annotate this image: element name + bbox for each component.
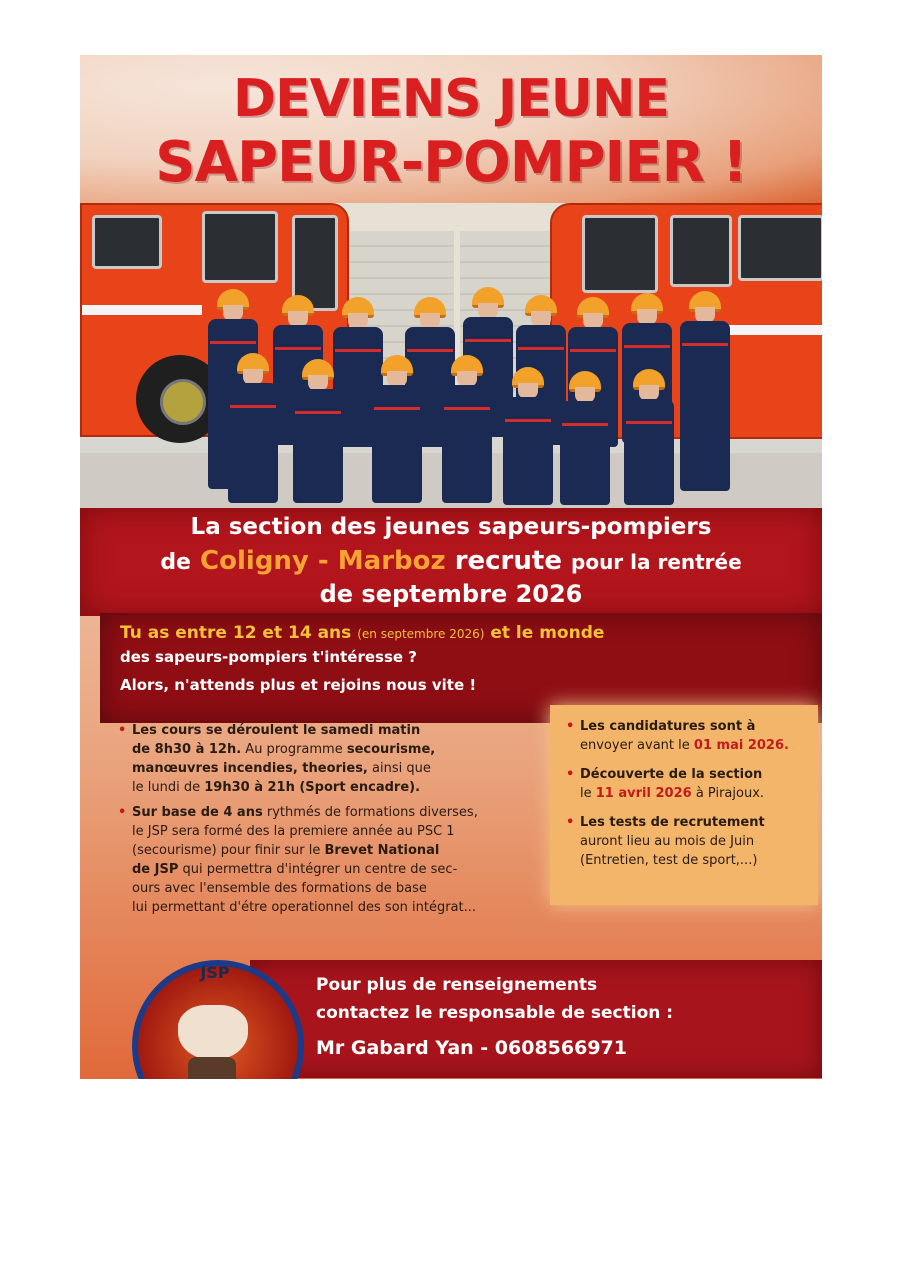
truck-window xyxy=(202,211,278,283)
section-name: Coligny - Marboz xyxy=(200,546,446,576)
truck-window xyxy=(582,215,658,293)
cadet xyxy=(372,355,422,511)
contact-phone: Mr Gabard Yan - 0608566971 xyxy=(316,1037,627,1059)
group-photo xyxy=(80,203,822,511)
bullet-deadline: • Les candidatures sont à envoyer avant le 01 mai 2026. xyxy=(566,717,820,755)
subtitle-line3: de septembre 2026 xyxy=(319,580,583,608)
subtitle-line1: La section des jeunes sapeurs-pompiers xyxy=(190,514,712,540)
cadet xyxy=(293,359,343,511)
age-line3: Alors, n'attends plus et rejoins nous vite ! xyxy=(120,676,477,694)
mascot-head xyxy=(178,1005,248,1060)
title-banner xyxy=(80,55,822,207)
jsp-logo-text: JSP xyxy=(200,963,230,982)
cadet xyxy=(503,367,553,511)
subtitle-banner xyxy=(80,508,822,616)
cadet xyxy=(442,355,492,511)
age-line2: des sapeurs-pompiers t'intéresse ? xyxy=(120,648,417,666)
bullet-schedule: • Les cours se déroulent le samedi matin de 8h30 à 12h. Au programme secourisme, manœuvres incendies, theories, ainsi que le lundi de 19h30 à 21h (Sport encadre). xyxy=(118,721,548,797)
program-details xyxy=(118,721,548,923)
key-dates xyxy=(566,717,820,880)
truck-window xyxy=(670,215,732,287)
poster-title-line1: DEVIENS JEUNE xyxy=(232,69,669,129)
contact-line2: contactez le responsable de section : xyxy=(316,1003,674,1023)
recruitment-poster xyxy=(80,55,822,1079)
cadet xyxy=(560,371,610,511)
cadet xyxy=(624,369,674,511)
subtitle-line2: de Coligny - Marboz recrute pour la rentrée xyxy=(160,546,742,576)
mascot-body xyxy=(188,1057,236,1079)
truck-window xyxy=(738,215,822,281)
bullet-discovery: • Découverte de la section le 11 avril 2026 à Pirajoux. xyxy=(566,765,820,803)
truck-window xyxy=(92,215,162,269)
bullet-tests: • Les tests de recrutement auront lieu au mois de Juin (Entretien, test de sport,...) xyxy=(566,813,820,870)
bullet-training: • Sur base de 4 ans rythmés de formations diverses, le JSP sera formé des la premiere année au PSC 1 (secourisme) pour finir sur le Brevet National de JSP qui permettra d'intégrer un centre de sec- ours avec l'ensemble des formations de base lui permettant d'étre operationnel des son intégrat... xyxy=(118,803,548,917)
truck-stripe xyxy=(82,305,202,315)
cadet xyxy=(680,291,730,491)
contact-line1: Pour plus de renseignements xyxy=(316,975,598,995)
age-line1: Tu as entre 12 et 14 ans (en septembre 2026) et le monde xyxy=(120,623,605,643)
cadet xyxy=(228,353,278,511)
poster-title-line2: SAPEUR-POMPIER ! xyxy=(155,130,747,195)
